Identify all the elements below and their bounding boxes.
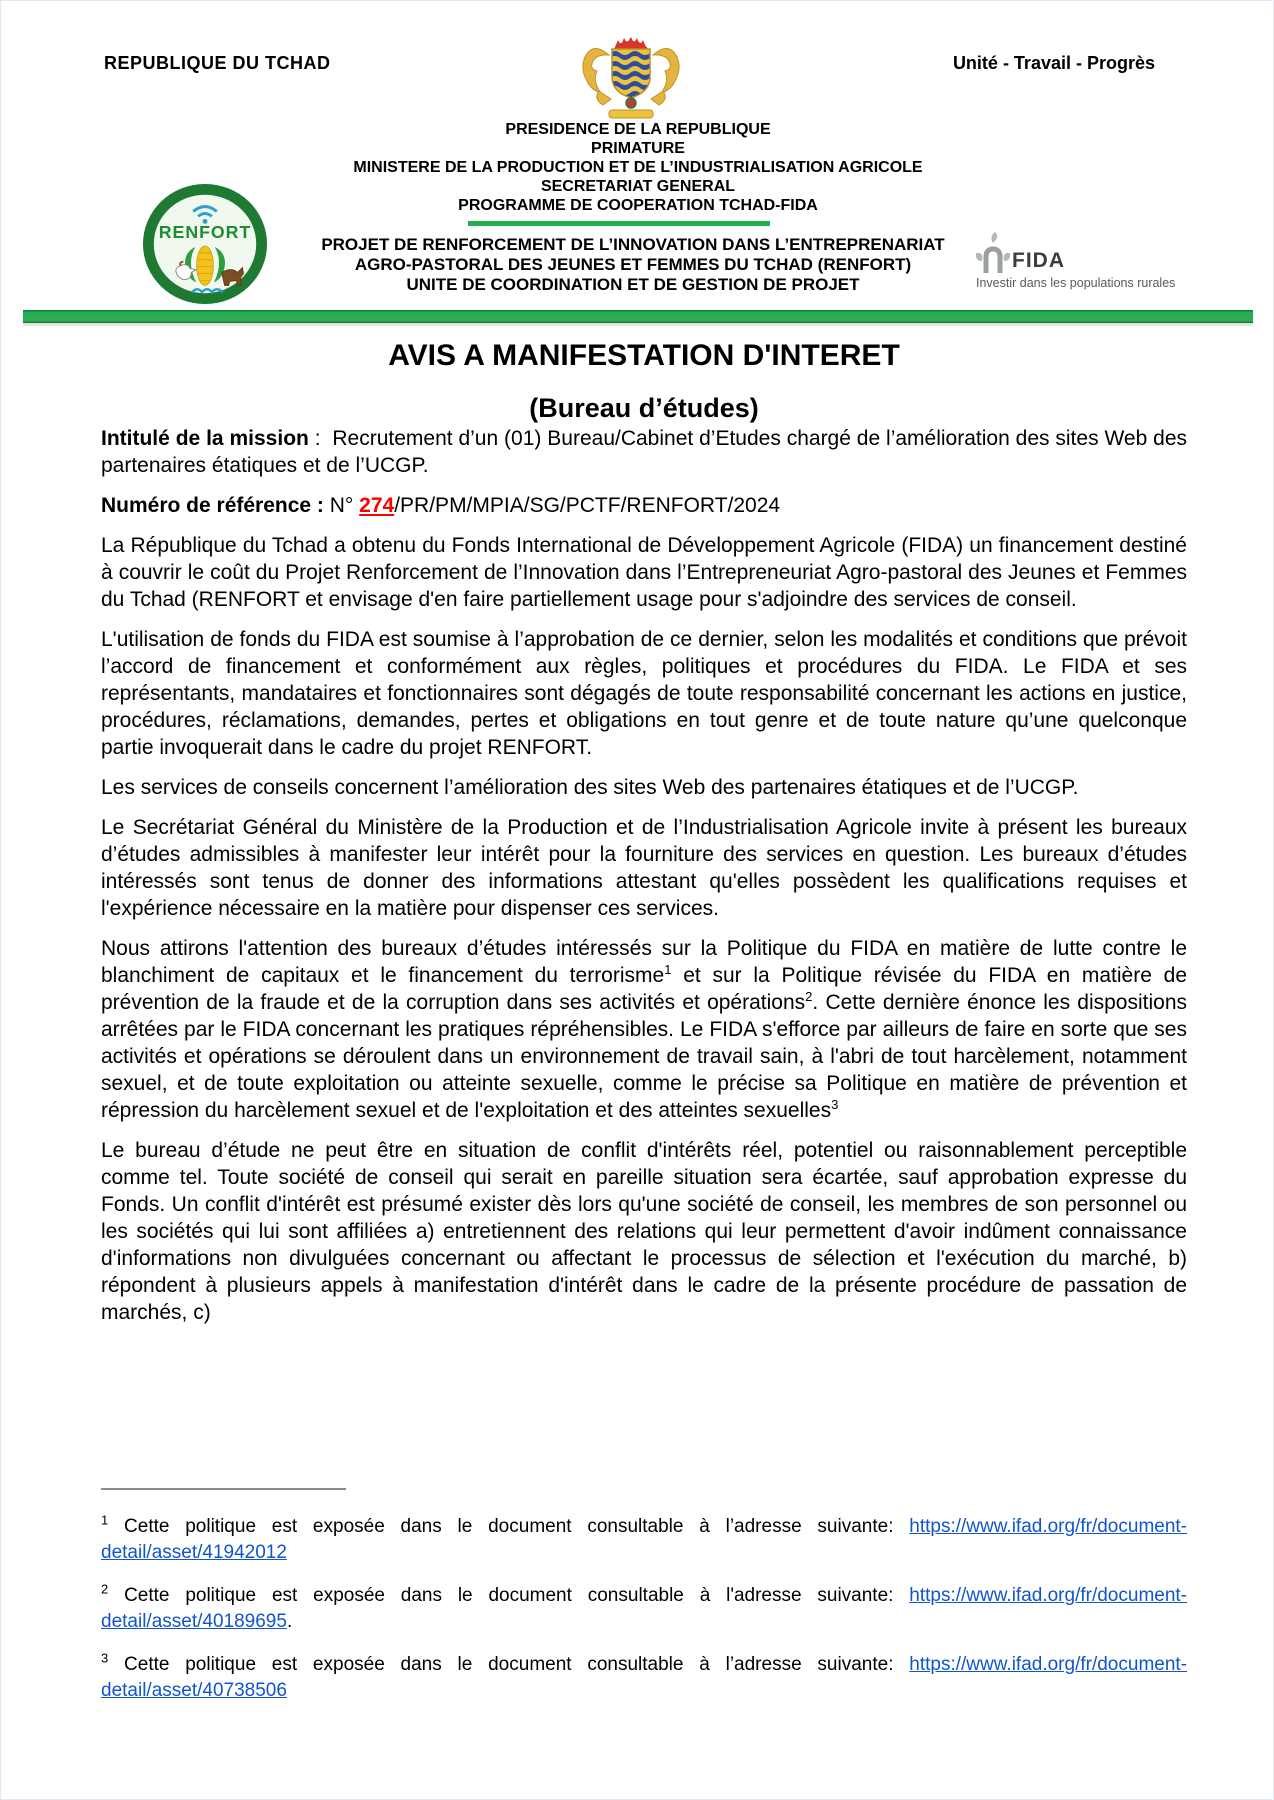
reference-prefix: N° — [329, 494, 360, 517]
notice-title: AVIS A MANIFESTATION D'INTERET — [388, 339, 900, 372]
mission-label: Intitulé de la mission — [101, 427, 309, 450]
green-underline-divider — [468, 221, 770, 226]
footnote — [101, 1514, 1187, 1566]
reference-number: 274 — [359, 494, 395, 517]
body-paragraph: Les services de conseils concernent l’amélioration des sites Web des partenaires étatiques et de l’UCGP. — [101, 776, 1079, 799]
body-paragraph: La République du Tchad a obtenu du Fonds International de Développement Agricole (FIDA) un financement destiné à couvrir le coût du Projet Renforcement de l’Innovation dans l’Entrepreneuriat Agro-pastoral des Jeunes et Femmes du Tchad (RENFORT et envisage d'en faire partiellement usage pour s'adjoindre des services de conseil. — [101, 534, 1187, 611]
document-body — [101, 425, 1187, 1339]
project-line: UNITE DE COORDINATION ET DE GESTION DE PROJET — [406, 275, 860, 294]
footnote-marker: 3 — [101, 1650, 109, 1666]
institution-line: SECRETARIAT GENERAL — [540, 178, 736, 195]
fida-tagline: Investir dans les populations rurales — [976, 276, 1176, 290]
paragraph-text: et sur la Politique révisée du FIDA en matière de prévention de la fraude et de la corruption dans ses activités et opérations — [101, 964, 1188, 1014]
institution-line: PROGRAMME DE COOPERATION TCHAD-FIDA — [458, 197, 818, 214]
mission-separator: : — [308, 427, 333, 450]
institution-line: MINISTERE DE LA PRODUCTION ET DE L’INDUSTRIALISATION AGRICOLE — [353, 159, 923, 176]
body-paragraph: Le Secrétariat Général du Ministère de la Production et de l’Industrialisation Agricole invite à présent les bureaux d’études admissibles à manifester leur intérêt pour la fourniture des services en question. Les bureaux d’études intéressés sont tenus de donner des informations attestant qu'elles possèdent les qualifications requises et l'expérience nécessaire en la matière pour dispenser ces services. — [101, 816, 1187, 920]
chad-coat-of-arms-icon — [569, 25, 693, 119]
mission-text: Recrutement d’un (01) Bureau/Cabinet d’Etudes chargé de l’amélioration des sites Web des partenaires étatiques et de l’UCGP. — [101, 427, 1188, 477]
footnote-link[interactable]: https://www.ifad.org/fr/document-detail/asset/40738506 — [101, 1654, 1188, 1701]
footnote-ref-3: 3 — [831, 1097, 839, 1112]
footnote-marker: 1 — [101, 1512, 109, 1528]
footnote-ref-1: 1 — [664, 962, 672, 977]
footnote-text: Cette politique est exposée dans le document consultable à l'adresse suivante: — [124, 1585, 910, 1606]
institution-line: PRESIDENCE DE LA REPUBLIQUE — [505, 121, 771, 138]
footnote — [101, 1583, 1187, 1635]
fida-logo-icon — [976, 231, 1010, 273]
reference-suffix: /PR/PM/MPIA/SG/PCTF/RENFORT/2024 — [394, 494, 781, 517]
paragraph-text: . Cette dernière énonce les dispositions arrêtées par le FIDA concernant les pratiques répréhensibles. Le FIDA s'efforce par ailleurs de faire en sorte que ses activités et opérations se déroulent dans un environnement de travail sain, à l'abri de tout harcèlement, notamment sexuel, et de toute exploitation ou atteinte sexuelle, comme le précise sa Politique en matière de prévention et répression du harcèlement sexuel et de l'exploitation et des atteintes sexuelles — [101, 991, 1188, 1122]
footnotes-section — [101, 1488, 1187, 1721]
body-paragraph — [101, 935, 1187, 1124]
footnote-marker: 2 — [101, 1581, 109, 1597]
footnote-separator — [101, 1488, 346, 1490]
fida-logo-text: FIDA — [1012, 249, 1065, 272]
project-title-block — [258, 235, 1008, 295]
body-paragraph: L'utilisation de fonds du FIDA est soumise à l’approbation de ce dernier, selon les modalités et conditions que prévoit l’accord de financement et conformément aux règles, politiques et procédures du FIDA. Le FIDA et ses représentants, mandataires et fonctionnaires sont dégagés de toute responsabilité concernant les actions en justice, procédures, réclamations, demandes, pertes et obligations en tout genre et de toute nature qu’une quelconque partie invoquerait dans le cadre du projet RENFORT. — [101, 628, 1187, 759]
footnote-link[interactable]: https://www.ifad.org/fr/document-detail/asset/40189695 — [101, 1585, 1188, 1632]
footnote-text: Cette politique est exposée dans le document consultable à l’adresse suivante: — [124, 1654, 910, 1675]
project-line: PROJET DE RENFORCEMENT DE L’INNOVATION DANS L’ENTREPRENARIAT — [321, 235, 945, 254]
footnote-link[interactable]: https://www.ifad.org/fr/document-detail/asset/41942012 — [101, 1516, 1188, 1563]
country-label: REPUBLIQUE DU TCHAD — [104, 53, 331, 73]
renfort-logo-text: RENFORT — [158, 222, 252, 243]
fida-logo — [976, 231, 1191, 290]
reference-paragraph — [101, 492, 1187, 519]
body-paragraph: Le bureau d’étude ne peut être en situation de conflit d'intérêts réel, potentiel ou raisonnablement perceptible comme tel. Toute société de conseil qui serait en pareille situation sera écartée, sauf approbation expresse du Fonds. Un conflit d'intérêt est présumé exister dès lors qu'une société de conseil, les membres de son personnel ou les sociétés qui lui sont affiliées a) entretiennent des relations qui leur permettent d'avoir indûment connaissance d'informations non divulguées concernant ou affectant le processus de sélection et l'exécution du marché, b) répondent à plusieurs appels à manifestation d'intérêt dans le cadre de la présente procédure de passation de marchés, c) — [101, 1139, 1187, 1324]
footnote — [101, 1652, 1187, 1704]
renfort-logo-icon — [141, 181, 269, 307]
footnote-text: Cette politique est exposée dans le document consultable à l’adresse suivante: — [124, 1516, 910, 1537]
green-separator-bar — [23, 310, 1253, 323]
footnote-ref-2: 2 — [805, 989, 813, 1004]
mission-paragraph — [101, 425, 1187, 479]
footnote-after: . — [286, 1611, 293, 1632]
institution-line: PRIMATURE — [591, 140, 685, 157]
motto-label: Unité - Travail - Progrès — [952, 53, 1155, 73]
project-line: AGRO-PASTORAL DES JEUNES ET FEMMES DU TCHAD (RENFORT) — [354, 255, 912, 274]
reference-label: Numéro de référence : — [101, 494, 324, 517]
notice-subtitle: (Bureau d’études) — [529, 393, 759, 423]
paragraph-text: Nous attirons l'attention des bureaux d’études intéressés sur la Politique du FIDA en matière de lutte contre le blanchiment de capitaux et le financement du terrorisme — [101, 937, 1187, 987]
